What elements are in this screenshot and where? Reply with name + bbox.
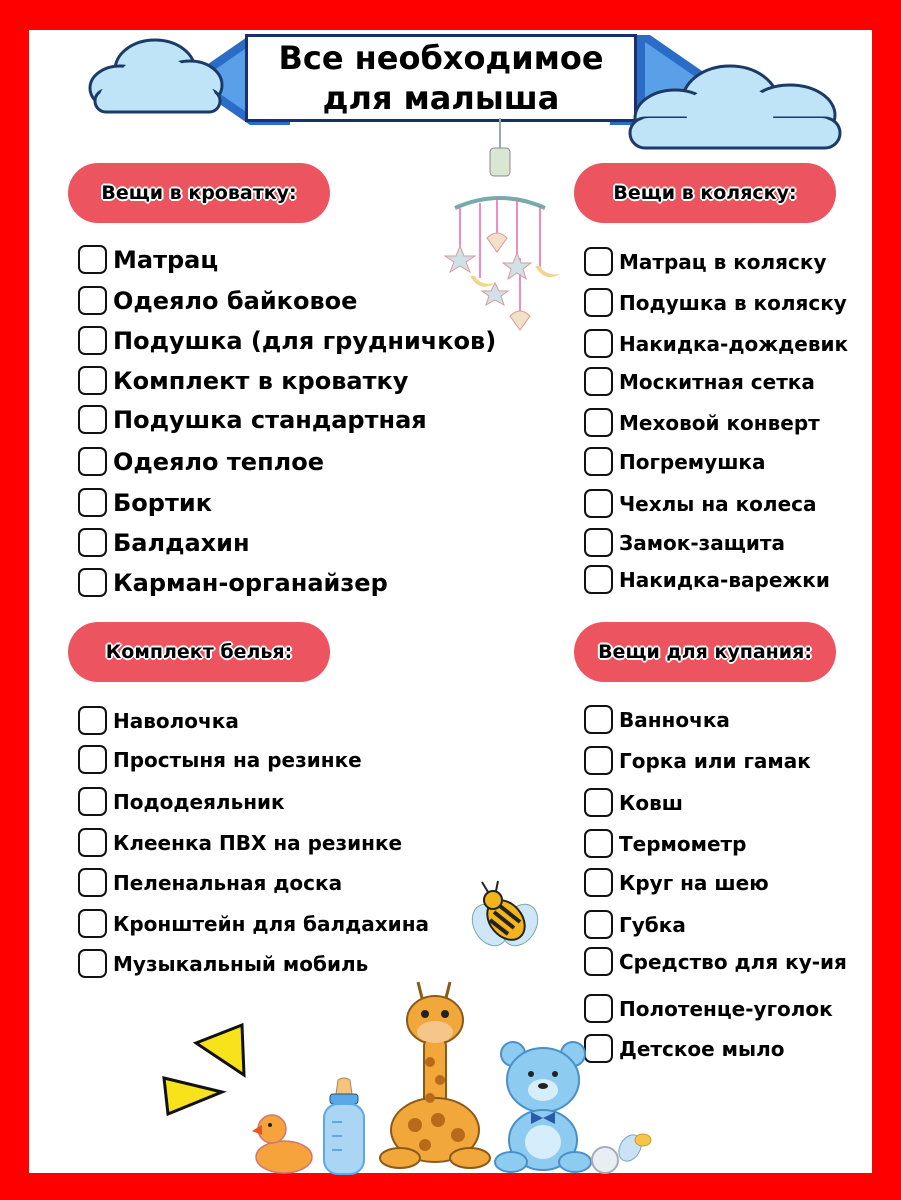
list-item[interactable] <box>584 788 683 817</box>
list-item[interactable] <box>78 568 388 597</box>
checkbox[interactable] <box>78 326 107 355</box>
checkbox[interactable] <box>584 910 613 939</box>
list-item[interactable] <box>78 245 218 274</box>
cloud-icon <box>80 30 230 120</box>
checkbox[interactable] <box>78 909 107 938</box>
cloud-icon <box>620 60 850 155</box>
item-label: Горка или гамак <box>619 748 811 773</box>
list-item[interactable] <box>78 405 427 434</box>
item-label: Карман-органайзер <box>113 568 388 597</box>
section-heading-bath: Вещи для купания: <box>574 622 836 682</box>
checkbox[interactable] <box>78 366 107 395</box>
item-label: Комплект в кроватку <box>113 366 409 395</box>
checkbox[interactable] <box>78 745 107 774</box>
list-item[interactable] <box>78 447 324 476</box>
item-label: Кронштейн для балдахина <box>113 911 430 936</box>
item-label: Одеяло байковое <box>113 286 358 315</box>
item-label: Матрац <box>113 245 219 274</box>
checkbox[interactable] <box>78 568 107 597</box>
list-item[interactable] <box>78 828 402 857</box>
checkbox[interactable] <box>584 705 613 734</box>
checkbox[interactable] <box>584 994 613 1023</box>
checkbox[interactable] <box>584 447 613 476</box>
list-item[interactable] <box>584 489 816 518</box>
checkbox[interactable] <box>584 288 613 317</box>
item-label: Подушка в коляску <box>619 290 847 315</box>
list-item[interactable] <box>584 705 730 734</box>
item-label: Губка <box>619 912 686 937</box>
list-item[interactable] <box>584 746 811 775</box>
list-item[interactable] <box>78 326 496 355</box>
item-label: Простыня на резинке <box>113 747 362 772</box>
item-label: Средство для ку-ия <box>619 949 847 974</box>
item-label: Пододеяльник <box>113 789 285 814</box>
section-heading-stroller: Вещи в коляску: <box>574 163 836 223</box>
item-label: Клеенка ПВХ на резинке <box>113 830 403 855</box>
item-label: Пеленальная доска <box>113 870 343 895</box>
checkbox[interactable] <box>584 247 613 276</box>
page-title <box>245 34 637 122</box>
pacifier-icon <box>585 1130 655 1175</box>
checkbox[interactable] <box>584 788 613 817</box>
duck-toy-icon <box>250 1105 315 1175</box>
checkbox[interactable] <box>584 408 613 437</box>
item-label: Меховой конверт <box>619 410 820 435</box>
list-item[interactable] <box>584 1034 785 1063</box>
item-label: Наволочка <box>113 708 239 733</box>
title-line-2: для малыша <box>322 79 560 117</box>
title-line-1: Все необходимое <box>278 39 604 77</box>
checkbox[interactable] <box>78 245 107 274</box>
checkbox[interactable] <box>78 706 107 735</box>
section-heading-crib: Вещи в кроватку: <box>68 163 330 223</box>
list-item[interactable] <box>584 868 769 897</box>
teddy-bear-icon <box>495 1040 590 1175</box>
checkbox[interactable] <box>78 405 107 434</box>
item-label: Музыкальный мобиль <box>113 951 369 976</box>
list-item[interactable] <box>584 910 686 939</box>
checkbox[interactable] <box>584 868 613 897</box>
checkbox[interactable] <box>584 829 613 858</box>
checkbox[interactable] <box>584 947 613 976</box>
item-label: Одеяло теплое <box>113 447 325 476</box>
list-item[interactable] <box>584 408 820 437</box>
item-label: Подушка (для грудничков) <box>113 326 497 355</box>
item-label: Накидка-варежки <box>619 567 830 592</box>
list-item[interactable] <box>584 994 833 1023</box>
item-label: Подушка стандартная <box>113 405 427 434</box>
checkbox[interactable] <box>584 329 613 358</box>
list-item[interactable] <box>584 447 766 476</box>
list-item[interactable] <box>78 745 362 774</box>
bee-icon <box>468 880 543 955</box>
checkbox[interactable] <box>78 447 107 476</box>
list-item[interactable] <box>584 288 847 317</box>
item-label: Чехлы на колеса <box>619 491 817 516</box>
item-label: Ванночка <box>619 707 730 732</box>
section-heading-linen: Комплект белья: <box>68 622 330 682</box>
item-label: Бортик <box>113 488 212 517</box>
list-item[interactable] <box>584 829 746 858</box>
list-item[interactable] <box>78 706 239 735</box>
item-label: Ковш <box>619 790 683 815</box>
list-item[interactable] <box>584 947 847 976</box>
list-item[interactable] <box>78 949 368 978</box>
list-item[interactable] <box>584 367 815 396</box>
item-label: Накидка-дождевик <box>619 331 849 356</box>
checkbox[interactable] <box>78 286 107 315</box>
checkbox[interactable] <box>584 489 613 518</box>
checkbox[interactable] <box>78 868 107 897</box>
item-label: Полотенце-уголок <box>619 996 833 1021</box>
item-label: Круг на шею <box>619 870 769 895</box>
list-item[interactable] <box>584 565 830 594</box>
checkbox[interactable] <box>78 828 107 857</box>
giraffe-toy-icon <box>380 980 495 1175</box>
checkbox[interactable] <box>584 565 613 594</box>
item-label: Детское мыло <box>619 1036 785 1061</box>
item-label: Матрац в коляску <box>619 249 827 274</box>
list-item[interactable] <box>78 909 429 938</box>
list-item[interactable] <box>584 247 826 276</box>
list-item[interactable] <box>78 366 408 395</box>
list-item[interactable] <box>78 868 342 897</box>
checkbox[interactable] <box>78 528 107 557</box>
checkbox[interactable] <box>78 787 107 816</box>
item-label: Замок-защита <box>619 530 785 555</box>
checkbox[interactable] <box>78 488 107 517</box>
checkbox[interactable] <box>584 528 613 557</box>
baby-bottle-icon <box>318 1078 370 1178</box>
mobile-toy-icon <box>435 118 565 343</box>
triangle-flag-icon <box>160 1020 260 1120</box>
list-item[interactable] <box>584 528 785 557</box>
list-item[interactable] <box>78 488 212 517</box>
checkbox[interactable] <box>78 949 107 978</box>
item-label: Термометр <box>619 831 747 856</box>
checkbox[interactable] <box>584 367 613 396</box>
list-item[interactable] <box>584 329 848 358</box>
list-item[interactable] <box>78 528 250 557</box>
item-label: Погремушка <box>619 449 766 474</box>
item-label: Москитная сетка <box>619 369 815 394</box>
item-label: Балдахин <box>113 528 250 557</box>
list-item[interactable] <box>78 286 357 315</box>
checkbox[interactable] <box>584 746 613 775</box>
list-item[interactable] <box>78 787 285 816</box>
